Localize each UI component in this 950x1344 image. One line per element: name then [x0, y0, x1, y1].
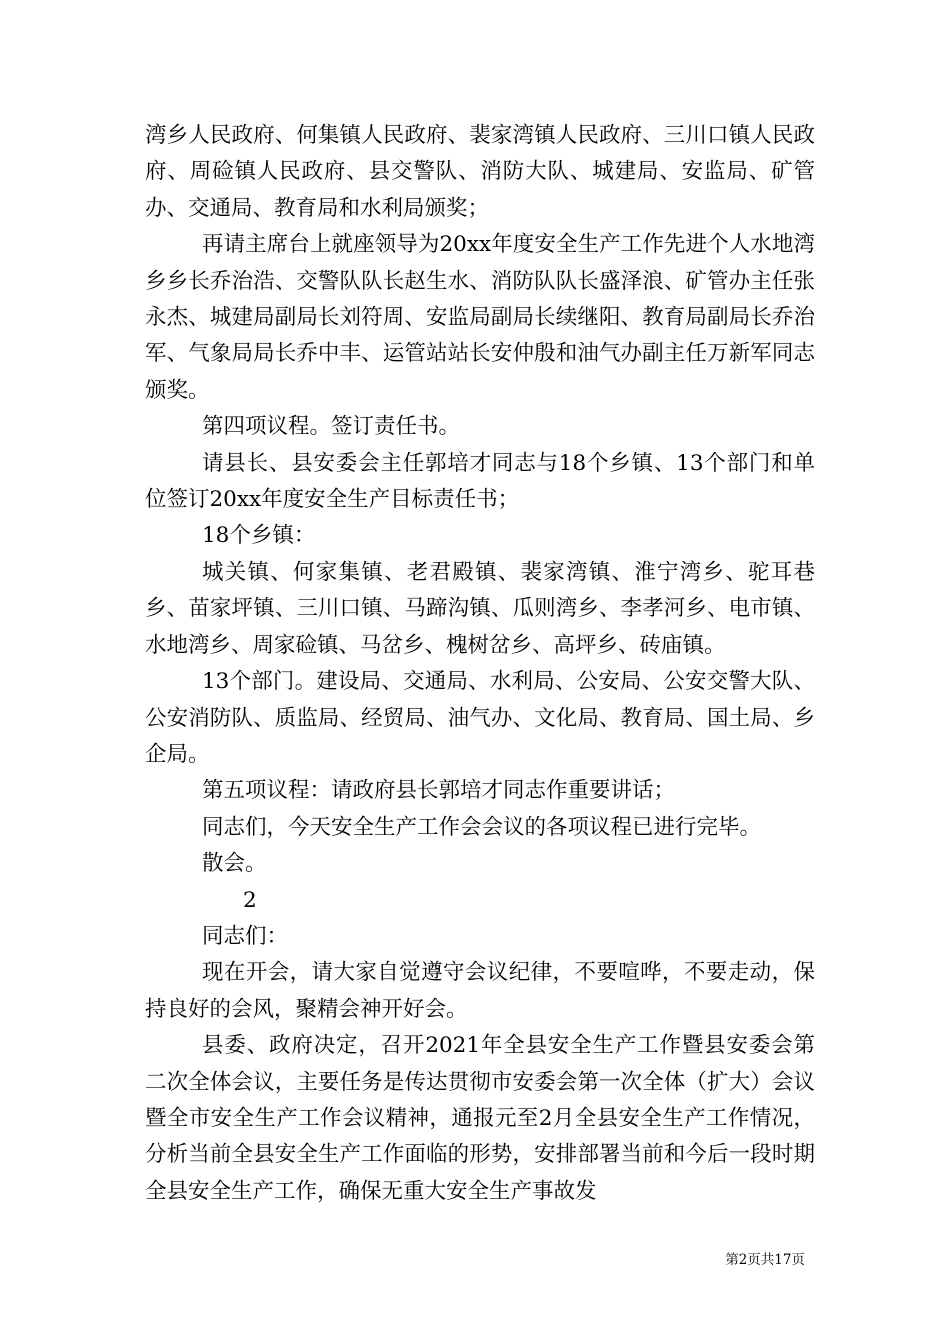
- paragraph-3: 第四项议程。签订责任书。: [202, 414, 461, 440]
- paragraph-5: 18个乡镇：: [202, 523, 316, 549]
- paragraph-4: 请县长、县安委会主任郭培才同志与18个乡镇、13个部门和单位签订20xx年度安全生产目标责任书；: [145, 450, 815, 513]
- paragraph-2: 再请主席台上就座领导为20xx年度安全生产工作先进个人水地湾乡乡长乔治浩、交警队队长赵生水、消防队队长盛泽浪、矿管办主任张永杰、城建局副局长刘符周、安监局副局长续继阳、教育局副局长乔治军、气象局局长乔中丰、运管站站长安仲殷和油气办副主任万新军同志颁奖。: [145, 232, 815, 403]
- paragraph-6: 城关镇、何家集镇、老君殿镇、裴家湾镇、淮宁湾乡、驼耳巷乡、苗家坪镇、三川口镇、马蹄沟镇、瓜则湾乡、李孝河乡、电市镇、水地湾乡、周家硷镇、马岔乡、槐树岔乡、高坪乡、砖庙镇。: [145, 559, 815, 658]
- document-body: [145, 118, 815, 1210]
- paragraph-8: 第五项议程：请政府县长郭培才同志作重要讲话；: [202, 778, 676, 804]
- paragraph-7: 13个部门。建设局、交通局、水利局、公安局、公安交警大队、公安消防队、质监局、经贸局、油气办、文化局、教育局、国土局、乡企局。: [145, 669, 815, 767]
- paragraph-13: 现在开会，请大家自觉遵守会议纪律，不要喧哗，不要走动，保持良好的会风，聚精会神开好会。: [145, 960, 815, 1022]
- page-footer: [0, 1248, 950, 1268]
- paragraph-1: 湾乡人民政府、何集镇人民政府、裴家湾镇人民政府、三川口镇人民政府、周硷镇人民政府、县交警队、消防大队、城建局、安监局、矿管办、交通局、教育局和水利局颁奖；: [145, 123, 815, 221]
- paragraph-9: 同志们，今天安全生产工作会会议的各项议程已进行完毕。: [202, 814, 762, 840]
- paragraph-12: 同志们：: [202, 923, 289, 949]
- page-number-label: 第2页共17页: [725, 1252, 805, 1268]
- section-number: 2: [243, 887, 257, 913]
- paragraph-14: 县委、政府决定，召开2021年全县安全生产工作暨县安委会第二次全体会议，主要任务是传达贯彻市安委会第一次全体（扩大）会议暨全市安全生产工作会议精神，通报元至2月全县安全生产工作情况，分析当前全县安全生产工作面临的形势，安排部署当前和今后一段时期全县安全生产工作，确保无重大安全生产事故发: [145, 1033, 815, 1204]
- paragraph-10: 散会。: [202, 851, 267, 877]
